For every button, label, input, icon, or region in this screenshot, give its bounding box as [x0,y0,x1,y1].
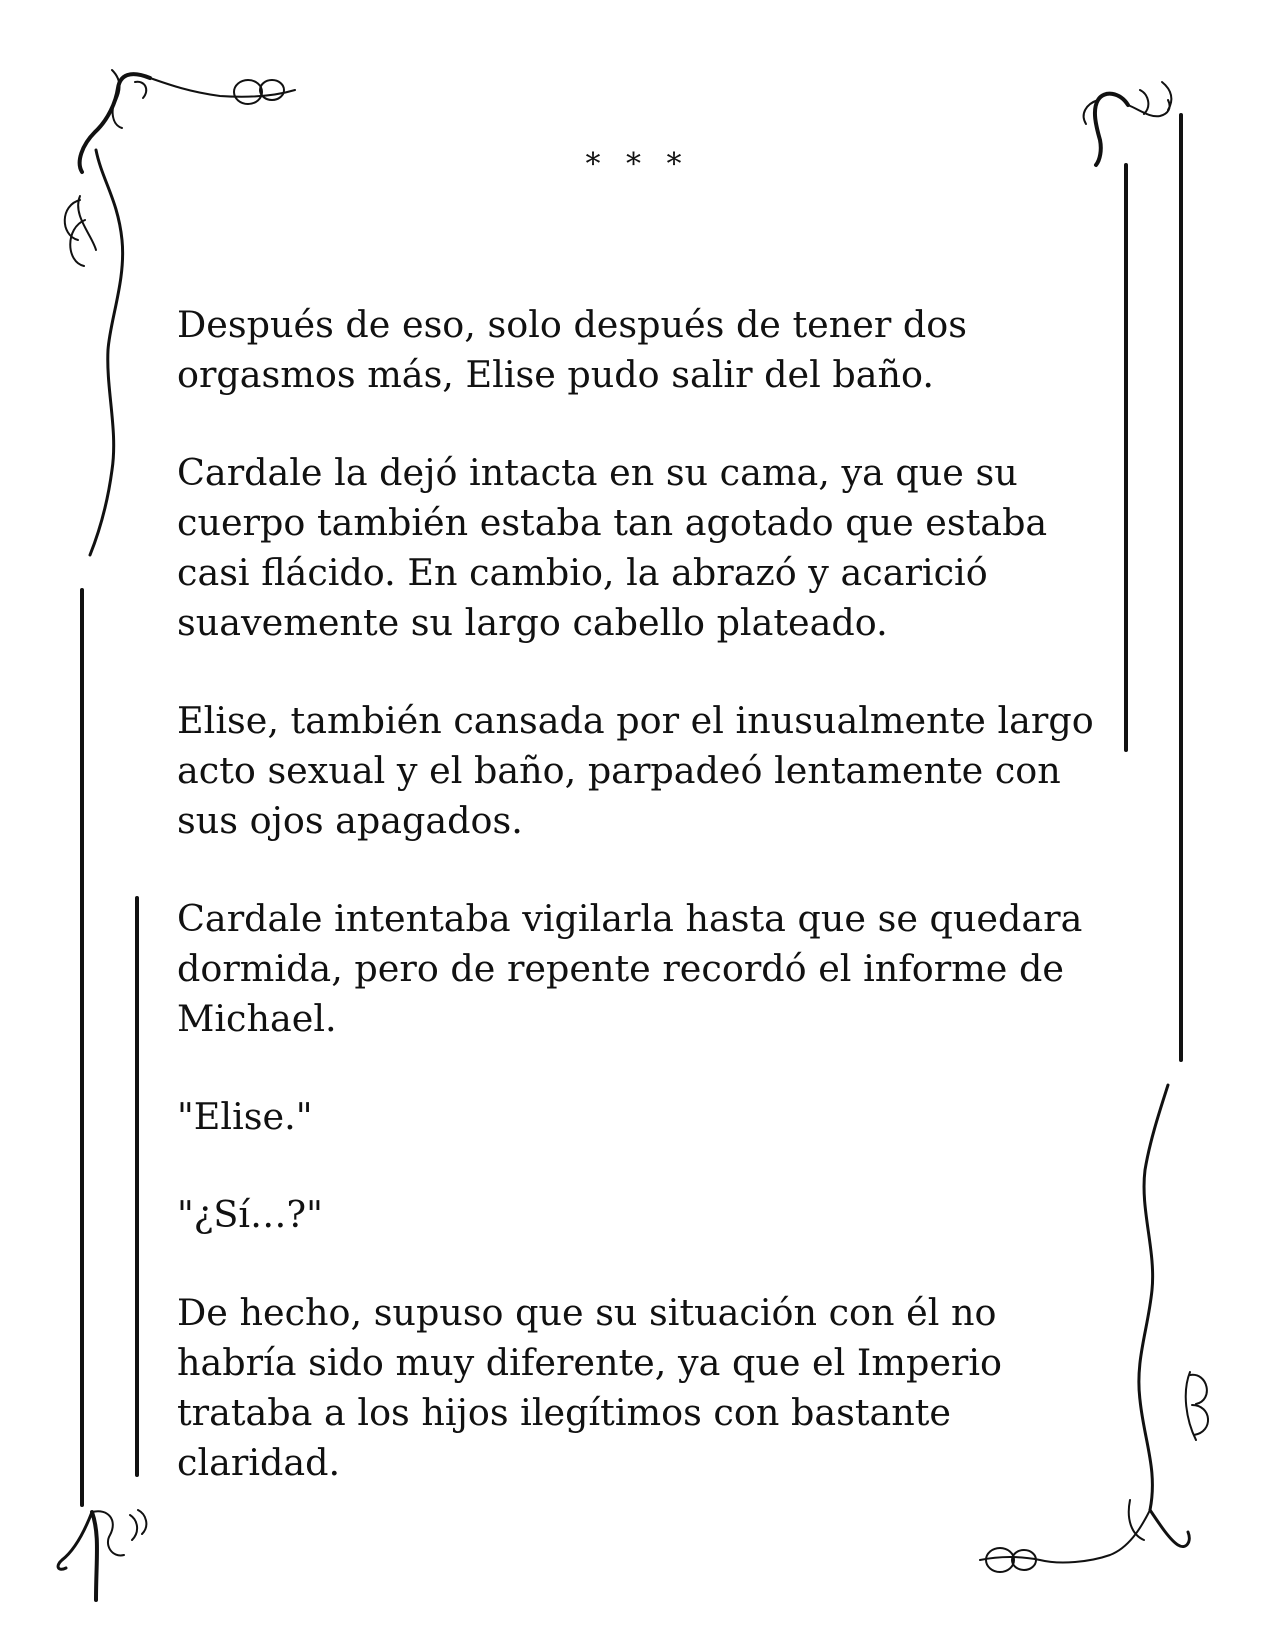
dialogue-line: "¿Sí…?" [177,1193,323,1236]
bottom-left-flourish [58,1510,146,1600]
section-separator: * * * [585,147,690,182]
paragraph: Después de eso, solo después de tener dos orgasmos más, Elise pudo salir del baño. [177,303,968,396]
paragraph: Elise, también cansada por el inusualmente largo acto sexual y el baño, parpadeó lentamente con sus ojos apagados. [177,699,1094,842]
dialogue-line: "Elise." [177,1095,313,1138]
paragraph: Cardale intentaba vigilarla hasta que se quedara dormida, pero de repente recordó el informe de Michael. [177,897,1083,1040]
paragraph: De hecho, supuso que su situación con él no habría sido muy diferente, ya que el Imperio trataba a los hijos ilegítimos con bastante claridad. [177,1291,1003,1484]
paragraph: Cardale la dejó intacta en su cama, ya que su cuerpo también estaba tan agotado que estaba casi flácido. En cambio, la abrazó y acarició suavemente su largo cabello plateado. [177,451,1048,644]
page-body [177,300,1107,1536]
